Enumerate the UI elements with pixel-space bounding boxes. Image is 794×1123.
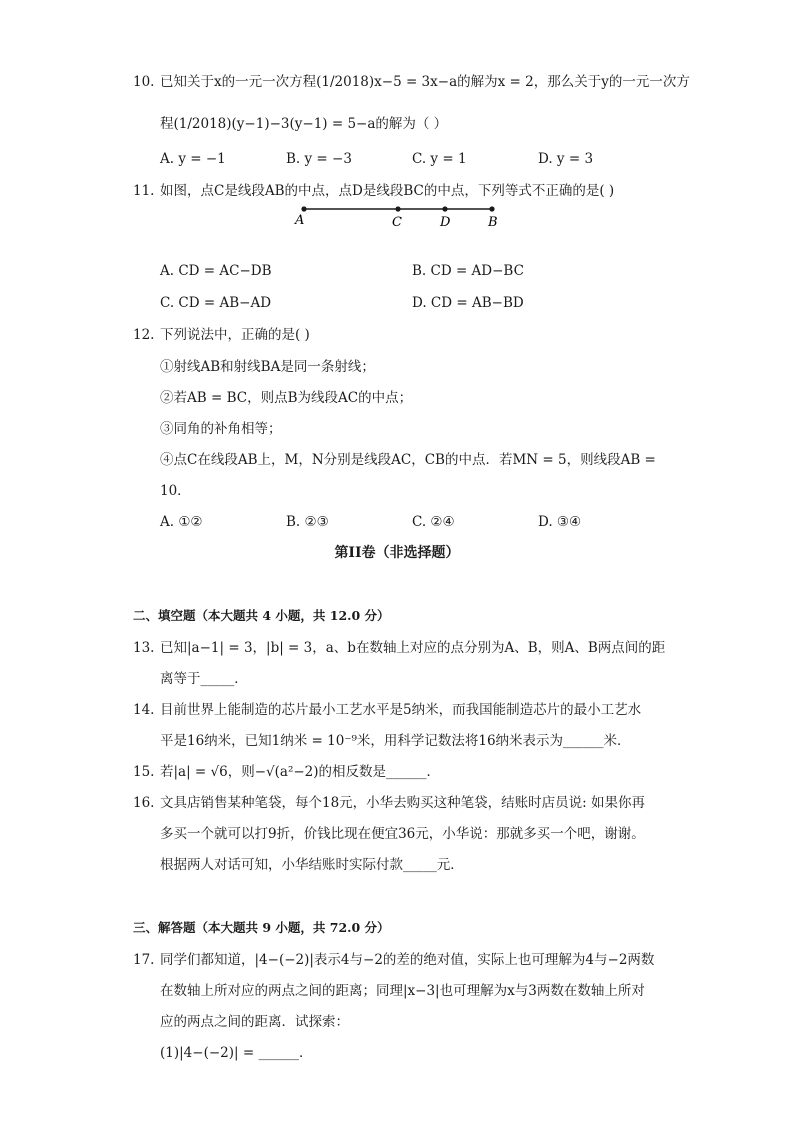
q11-option-b: B. CD = AD−BC: [412, 263, 524, 279]
q16-line3: 根据两人对话可知，小华结账时实际付款_____元．: [160, 857, 464, 873]
q14-line1: 目前世界上能制造的芯片最小工艺水平是5纳米，而我国能制造芯片的最小工艺水: [160, 702, 642, 718]
q12-option-c: C. ②④: [412, 514, 455, 530]
q16-line1: 文具店销售某种笔袋，每个18元，小华去购买这种笔袋，结账时店员说: 如果你再: [160, 795, 646, 811]
q12-number: 12.: [133, 327, 155, 343]
q12-item-1: ①射线AB和射线BA是同一条射线；: [160, 359, 375, 375]
label-d: D: [440, 215, 451, 230]
point-a: [301, 206, 306, 211]
q16-number: 16.: [133, 795, 155, 811]
q17-number: 17.: [133, 952, 155, 968]
q10-option-d: D. y = 3: [538, 151, 594, 167]
q12-stem: 下列说法中，正确的是( ): [160, 327, 310, 343]
q12-option-b: B. ②③: [286, 514, 329, 530]
q11-stem: 如图，点C是线段AB的中点，点D是线段BC的中点，下列等式不正确的是( ): [160, 183, 615, 199]
q17-line2: 在数轴上所对应的两点之间的距离；同理|x−3|也可理解为x与3两数在数轴上所对: [160, 983, 645, 999]
point-c: [395, 206, 400, 211]
q11-option-c: C. CD = AB−AD: [160, 295, 272, 311]
q13-line1: 已知|a−1| = 3，|b| = 3，a、b在数轴上对应的点分别为A、B，则A、B两点间的距: [160, 640, 666, 656]
q14-line2: 平是16纳米，已知1纳米 = 10⁻⁹米，用科学记数法将16纳米表示为______米．: [160, 733, 631, 749]
q11-number: 11.: [133, 183, 155, 199]
q12-option-d: D. ③④: [538, 514, 582, 530]
section-2-heading: 二、填空题（本大题共 4 小题，共 12.0 分）: [133, 608, 390, 623]
q17-line4: (1)|4−(−2)| = ______．: [160, 1045, 313, 1061]
point-b: [489, 206, 494, 211]
q16-line2: 多买一个就可以打9折，价钱比现在便宜36元，小华说：那就多买一个吧，谢谢。: [160, 826, 645, 842]
q17-line1: 同学们都知道，|4−(−2)|表示4与−2的差的绝对值，实际上也可理解为4与−2两数: [160, 952, 655, 968]
label-a: A: [295, 213, 305, 228]
q10-line2: 程(1/2018)(y−1)−3(y−1) = 5−a的解为（ ）: [160, 116, 448, 132]
part-2-heading: 第II卷（非选择题）: [334, 545, 460, 561]
q10-option-c: C. y = 1: [412, 151, 467, 167]
label-b: B: [488, 215, 498, 230]
q11-option-a: A. CD = AC−DB: [160, 263, 272, 279]
q12-item-4-cont: 10．: [160, 483, 191, 499]
q10-line1: 已知关于x的一元一次方程(1/2018)x−5 = 3x−a的解为x = 2，那么关于y的一元一次方: [160, 74, 690, 90]
q17-line3: 应的两点之间的距离．试探索：: [160, 1014, 349, 1030]
section-3-heading: 三、解答题（本大题共 9 小题，共 72.0 分）: [133, 920, 390, 935]
q14-number: 14.: [133, 702, 155, 718]
point-d: [442, 206, 447, 211]
q11-option-d: D. CD = AB−BD: [412, 295, 524, 311]
q12-option-a: A. ①②: [160, 514, 203, 530]
q12-item-2: ②若AB = BC，则点B为线段AC的中点；: [160, 390, 413, 406]
q10-option-a: A. y = −1: [160, 151, 226, 167]
q10-option-b: B. y = −3: [286, 151, 352, 167]
label-c: C: [392, 215, 402, 230]
q15-number: 15.: [133, 764, 155, 780]
segment-figure: [290, 200, 510, 232]
q13-line2: 离等于_____．: [160, 671, 248, 687]
q15-line1: 若|a| = √6，则−√(a²−2)的相反数是______．: [160, 764, 441, 780]
q12-item-3: ③同角的补角相等；: [160, 421, 282, 437]
q13-number: 13.: [133, 640, 155, 656]
q10-number: 10.: [133, 74, 155, 90]
q12-item-4: ④点C在线段AB上，M，N分别是线段AC，CB的中点．若MN = 5，则线段AB =: [160, 452, 656, 468]
